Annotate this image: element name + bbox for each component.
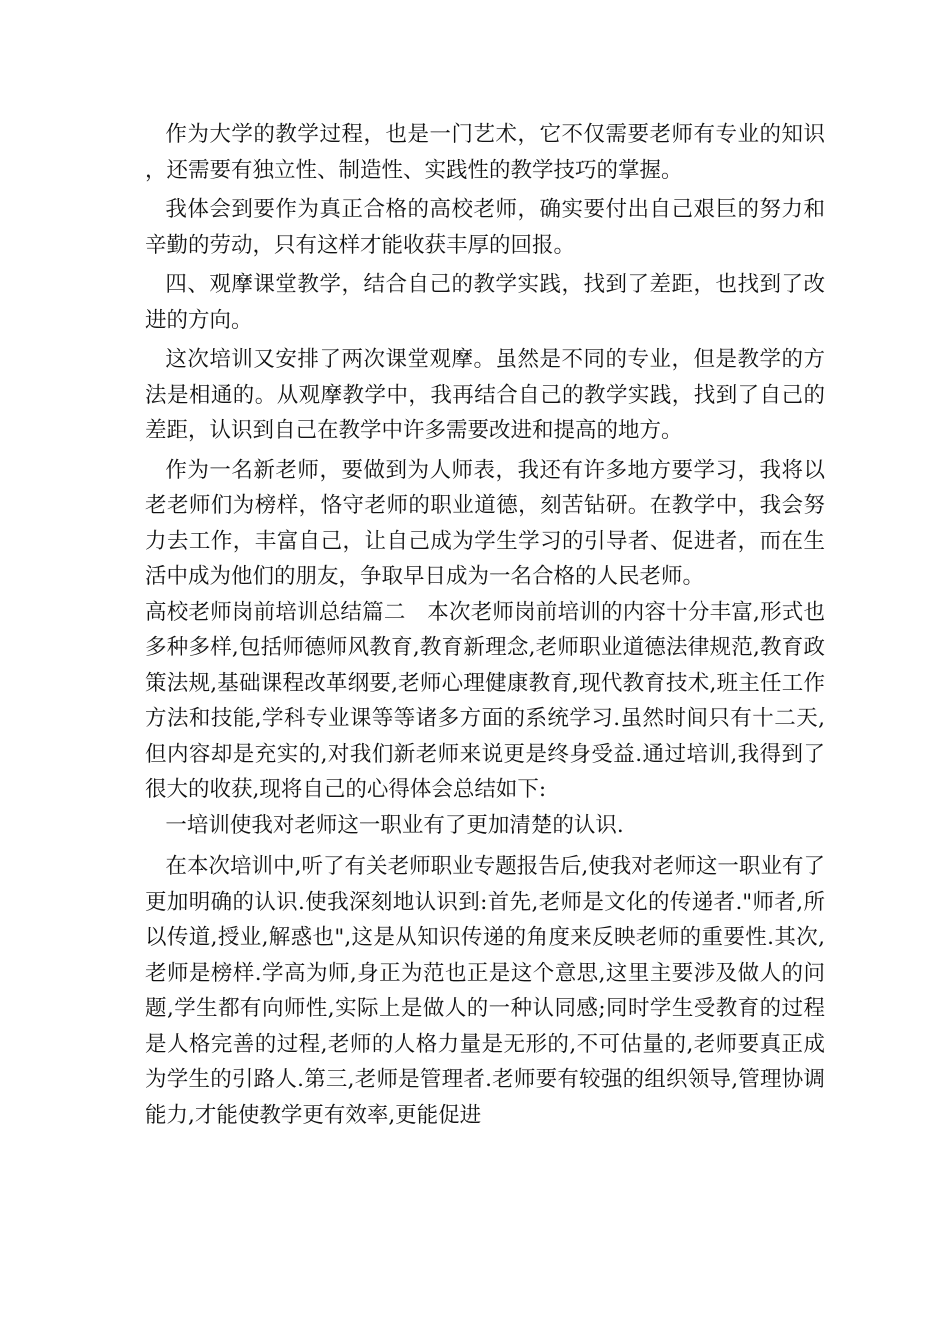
paragraph-new-teacher: 作为一名新老师，要做到为人师表，我还有许多地方要学习，我将以老老师们为榜样，恪守老师的职业道德，刻苦钻研。在教学中，我会努力去工作，丰富自己，让自己成为学生学习的引导者、促进者，而在生活中成为他们的朋友，争取早日成为一名合格的人民老师。 — [145, 457, 825, 589]
paragraph-summary-part-two: 高校老师岗前培训总结篇二 本次老师岗前培训的内容十分丰富,形式也多种多样,包括师德师风教育,教育新理念,老师职业道德法律规范,教育政策法规,基础课程改革纲要,老师心理健康教育,现代教育技术,班主任工作方法和技能,学科专业课等等诸多方面的系统学习.虽然时间只有十二天,但内容却是充实的,对我们新老师来说更是终身受益.通过培训,我得到了很大的收获,现将自己的心得体会总结如下: — [145, 599, 825, 802]
paragraph-qualified-teacher: 我体会到要作为真正合格的高校老师，确实要付出自己艰巨的努力和辛勤的劳动，只有这样才能收获丰厚的回报。 — [145, 197, 825, 258]
paragraph-classroom-observation: 这次培训又安排了两次课堂观摩。虽然是不同的专业，但是教学的方法是相通的。从观摩教学中，我再结合自己的教学实践，找到了自己的差距，认识到自己在教学中许多需要改进和提高的地方。 — [145, 347, 825, 443]
document-body — [145, 117, 825, 1133]
paragraph-teacher-roles: 在本次培训中,听了有关老师职业专题报告后,使我对老师这一职业有了更加明确的认识.使我深刻地认识到:首先,老师是文化的传递者."师者,所以传道,授业,解惑也",这是从知识传递的角度来反映老师的重要性.其次,老师是榜样.学高为师,身正为范也正是这个意思,这里主要涉及做人的问题,学生都有向师性,实际上是做人的一种认同感;同时学生受教育的过程是人格完善的过程,老师的人格力量是无形的,不可估量的,老师要真正成为学生的引路人.第三,老师是管理者.老师要有较强的组织领导,管理协调能力,才能使教学更有效率,更能促进 — [145, 854, 825, 1128]
paragraph-art-of-teaching: 作为大学的教学过程，也是一门艺术，它不仅需要老师有专业的知识，还需要有独立性、制造性、实践性的教学技巧的掌握。 — [145, 122, 825, 183]
paragraph-section-four-heading: 四、观摩课堂教学，结合自己的教学实践，找到了差距，也找到了改进的方向。 — [145, 272, 825, 333]
paragraph-section-one-heading: 一培训使我对老师这一职业有了更加清楚的认识. — [165, 812, 624, 838]
